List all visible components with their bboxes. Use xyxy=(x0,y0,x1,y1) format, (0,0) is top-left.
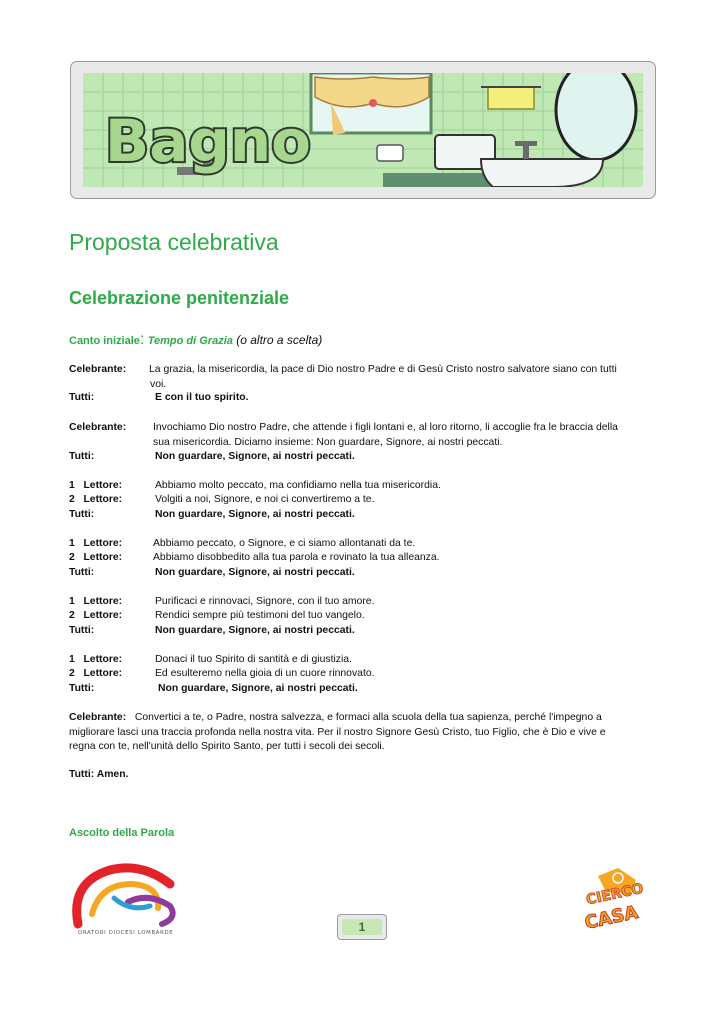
dialogue-text: voi. xyxy=(150,378,167,390)
closing-line: Convertici a te, o Padre, nostra salvezza, e formaci alla scuola della tua sapienza, perché l'impegno a xyxy=(134,712,602,723)
dialogue-row xyxy=(69,595,649,610)
closing-line: migliorare lasci una traccia profonda nella nostra vita. Per il nostro Signore Gesù Cristo, tuo Figlio, che è Dio e vive e xyxy=(69,726,606,738)
dialogue-text: Non guardare, Signore, ai nostri peccati. xyxy=(158,683,358,694)
speaker-label: Tutti: xyxy=(69,625,95,636)
dialogue-text: Non guardare, Signore, ai nostri peccati. xyxy=(155,625,355,636)
speaker-label: Tutti: xyxy=(69,683,95,694)
dialogue-row xyxy=(69,609,649,624)
odl-logo xyxy=(70,862,180,943)
dialogue-row xyxy=(69,450,649,465)
closing-prayer xyxy=(69,711,654,755)
opening-song-note: (o altro a scelta) xyxy=(236,333,323,347)
speaker-label: Celebrante: xyxy=(69,364,127,375)
dialogue-row xyxy=(69,551,649,566)
section-title: Celebrazione penitenziale xyxy=(69,288,290,308)
page-number: 1 xyxy=(342,919,382,935)
dialogue-row xyxy=(69,479,649,494)
dialogue-text: Abbiamo disobbedito alla tua parola e rovinato la tua alleanza. xyxy=(153,552,440,563)
cercocasa-logo-bottom: CASA xyxy=(582,901,641,932)
speaker-label: Celebrante: xyxy=(69,422,127,433)
dialogue-text: Non guardare, Signore, ai nostri peccati. xyxy=(155,567,355,578)
dialogue-text: Non guardare, Signore, ai nostri peccati. xyxy=(155,509,355,520)
dialogue-row xyxy=(69,653,649,668)
speaker-label: 1 Lettore: xyxy=(69,596,123,607)
amen-line: Tutti: Amen. xyxy=(69,769,129,780)
speaker-label: 2 Lettore: xyxy=(69,610,123,621)
dialogue-text: Donaci il tuo Spirito di santità e di giustizia. xyxy=(155,654,352,665)
dialogue-text: E con il tuo spirito. xyxy=(155,392,249,403)
dialogue-row xyxy=(69,682,649,697)
dialogue-row xyxy=(69,624,649,639)
dialogue-row xyxy=(69,566,649,581)
dialogue-text: Invochiamo Dio nostro Padre, che attende i figli lontani e, al loro ritorno, li accoglie fra le braccia della xyxy=(153,422,618,433)
bathroom-illustration xyxy=(83,73,643,187)
speaker-label: 2 Lettore: xyxy=(69,552,123,563)
speaker-label: Tutti: xyxy=(69,451,95,462)
opening-song xyxy=(69,331,322,349)
dialogue-row xyxy=(69,508,649,523)
dialogue-text: Abbiamo molto peccato, ma confidiamo nella tua misericordia. xyxy=(155,480,441,491)
closing-line: regna con te, nell'unità dello Spirito Santo, per tutti i secoli dei secoli. xyxy=(69,741,385,752)
speaker-label: 1 Lettore: xyxy=(69,654,123,665)
speaker-label: Celebrante: xyxy=(69,712,127,723)
speaker-label: Tutti: xyxy=(69,392,95,403)
page-title: Proposta celebrativa xyxy=(69,229,279,255)
dialogue-text: Ed esulteremo nella gioia di un cuore rinnovato. xyxy=(155,668,375,679)
dialogue-row xyxy=(69,667,649,682)
speaker-label: 2 Lettore: xyxy=(69,668,123,679)
dialogue-text: Non guardare, Signore, ai nostri peccati. xyxy=(155,451,355,462)
opening-song-label: Canto iniziale xyxy=(69,335,140,347)
speaker-label: Tutti: xyxy=(69,567,95,578)
banner-title: Bagno xyxy=(105,107,312,175)
dialogue-row xyxy=(69,421,649,450)
cercocasa-logo xyxy=(578,866,650,937)
header-banner-frame xyxy=(70,61,656,199)
page-number-box xyxy=(337,914,387,940)
section-heading-ascolto: Ascolto della Parola xyxy=(69,827,175,839)
dialogue-text: Rendici sempre più testimoni del tuo vangelo. xyxy=(155,610,365,621)
speaker-label: 1 Lettore: xyxy=(69,538,123,549)
dialogue-text: La grazia, la misericordia, la pace di Dio nostro Padre e di Gesù Cristo nostro salvatore siano con tutti xyxy=(149,364,617,375)
dialogue-text: Volgiti a noi, Signore, e noi ci convertiremo a te. xyxy=(155,494,375,505)
dialogue-text: Abbiamo peccato, o Signore, e ci siamo allontanati da te. xyxy=(153,538,416,549)
opening-song-title: Tempo di Grazia xyxy=(147,335,233,347)
dialogue-row xyxy=(69,391,649,406)
speaker-label: 2 Lettore: xyxy=(69,494,123,505)
speaker-label: Tutti: xyxy=(69,509,95,520)
dialogue-row xyxy=(69,537,649,552)
odl-logo-text: ORATORI DIOCESI LOMBARDE xyxy=(78,930,174,936)
dialogue-row xyxy=(69,363,649,392)
dialogue-text: Purificaci e rinnovaci, Signore, con il tuo amore. xyxy=(155,596,375,607)
speaker-label: 1 Lettore: xyxy=(69,480,123,491)
opening-song-colon: : xyxy=(139,331,145,348)
cercocasa-logo-top: CIERCO xyxy=(584,880,645,909)
dialogue-text: sua misericordia. Diciamo insieme: Non guardare, Signore, ai nostri peccati. xyxy=(153,436,503,448)
dialogue-row xyxy=(69,493,649,508)
